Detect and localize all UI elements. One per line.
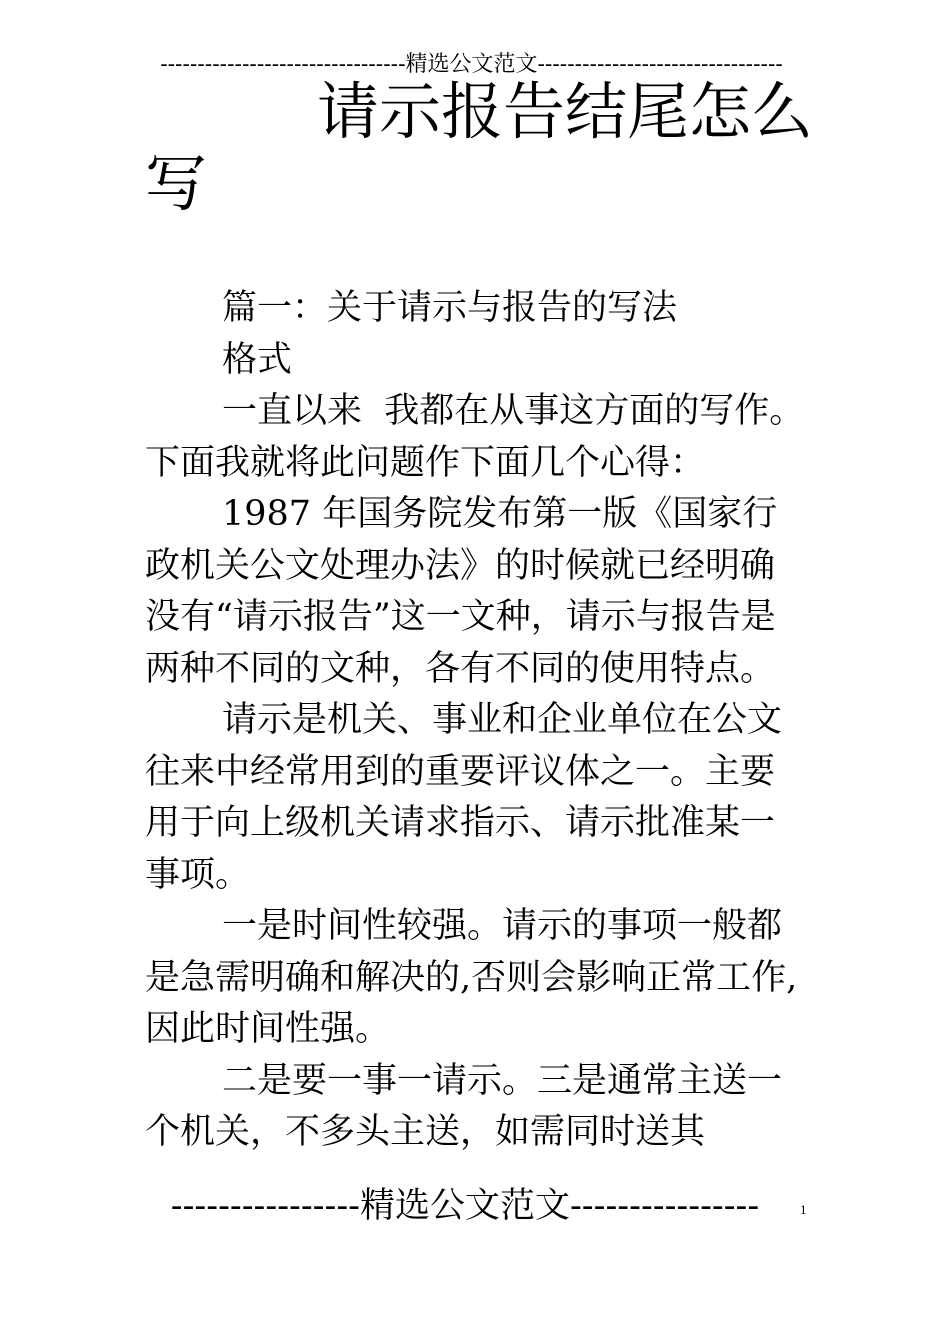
paragraph: 请示是机关、事业和企业单位在公文往来中经常用到的重要评议体之一。主要用于向上级机关请求指示、请示批准某一事项。: [145, 700, 783, 895]
page-number: 1: [800, 1202, 807, 1217]
paragraph: 1987 年国务院发布第一版《国家行政机关公文处理办法》的时候就已经明确没有“请示报告”这一文种，请示与报告是两种不同的文种，各有不同的使用特点。: [145, 494, 778, 689]
paragraph: 二是要一事一请示。三是通常主送一个机关，不多头主送，如需同时送其: [145, 1060, 783, 1152]
title-line-2: 写: [145, 147, 208, 220]
paragraph: 一是时间性较强。请示的事项一般都是急需明确和解决的,否则会影响正常工作,因此时间性强。: [145, 906, 798, 1049]
title-line-1: 请示报告结尾怎么: [317, 75, 814, 148]
document-title: [145, 75, 814, 220]
document-body: [145, 283, 805, 1159]
paragraph: 一直以来 我都在从事这方面的写作。下面我就将此问题作下面几个心得：: [145, 391, 805, 483]
page-header: ---------------------------------精选公文范文---------------------------------: [160, 52, 783, 77]
page-footer: ----------------精选公文范文----------------: [170, 1186, 760, 1226]
section-heading-line-2: 格式: [222, 339, 293, 380]
section-heading-line-1: 篇一：关于请示与报告的写法: [222, 288, 678, 328]
